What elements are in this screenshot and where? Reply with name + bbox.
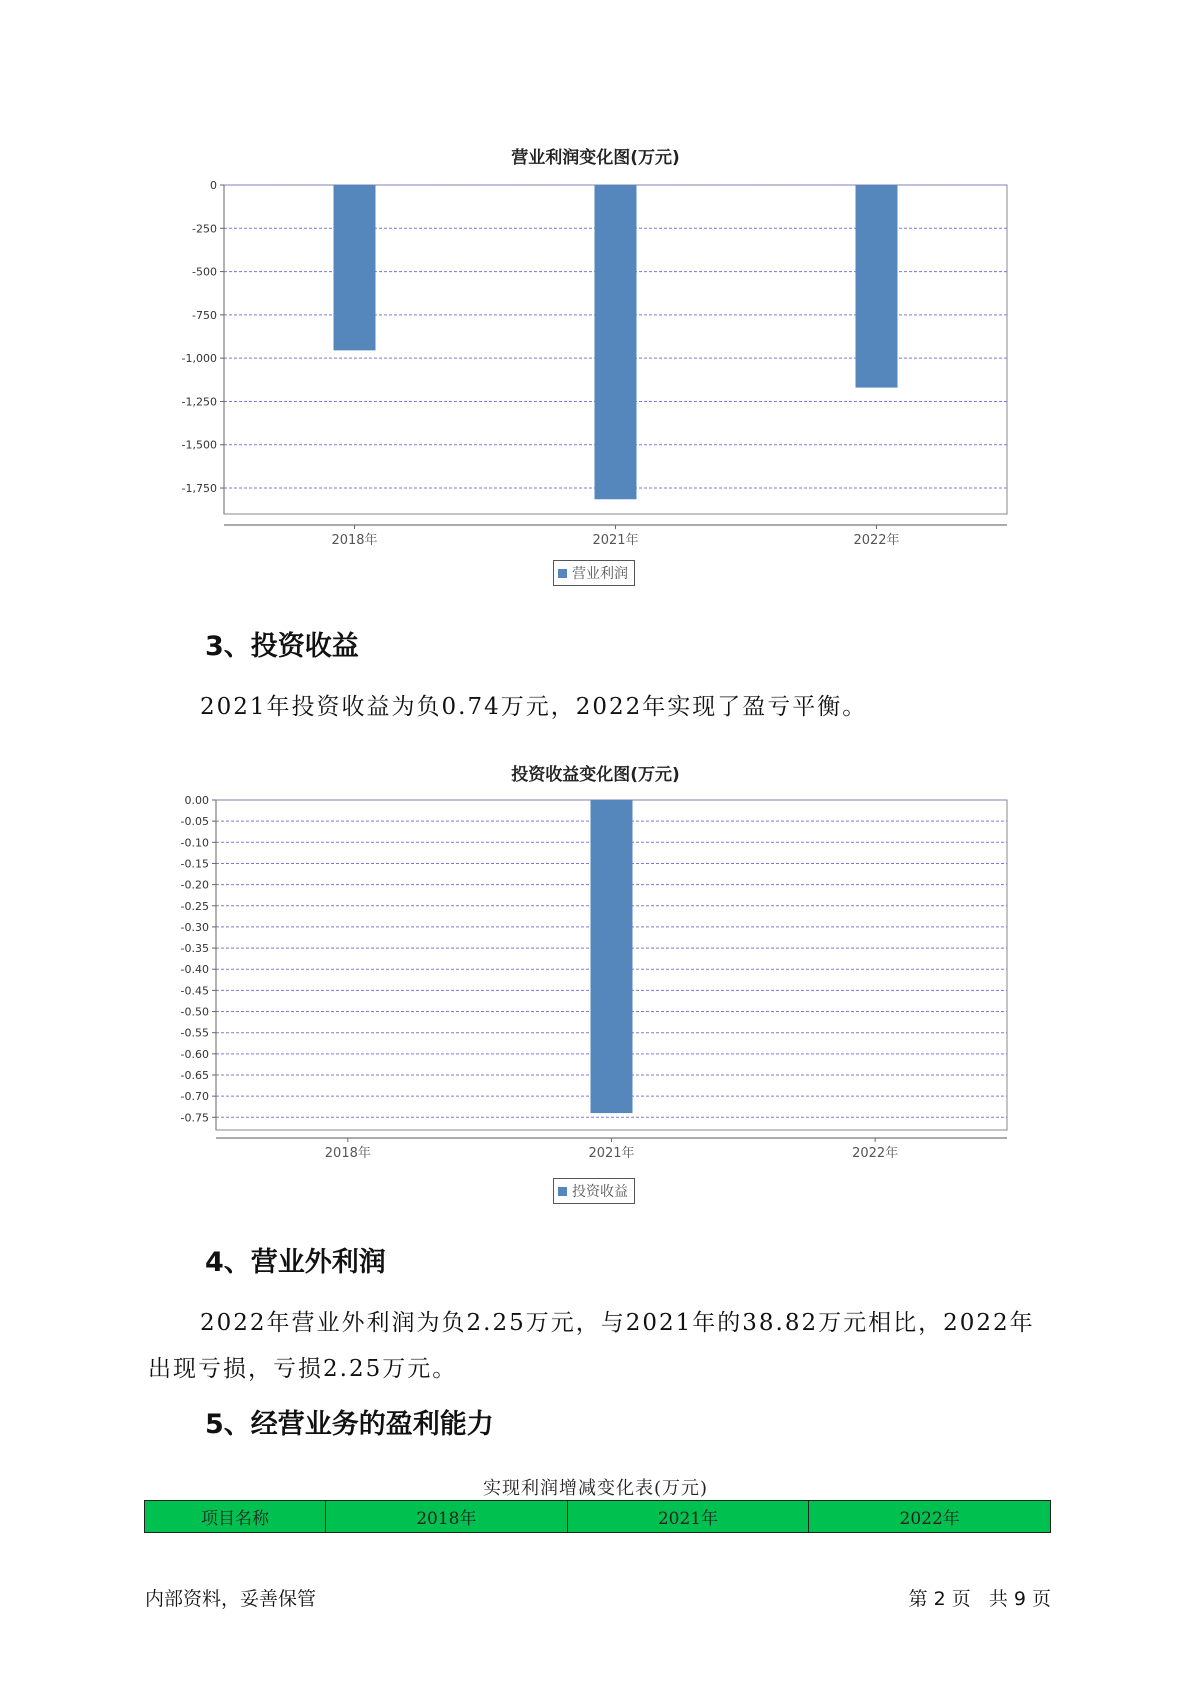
chart2-ytick-label: -0.25 [180,899,209,913]
chart2-ytick-label: -0.05 [180,815,209,829]
chart2-ytick-label: -0.10 [180,836,209,850]
section5-heading: 5、经营业务的盈利能力 [205,1409,494,1440]
chart1-ytick-label: -500 [192,265,217,279]
chart1-xtick-label: 2021年 [592,533,639,548]
chart2-ytick-label: -0.45 [180,984,209,998]
table-header-item-name: 项目名称 [145,1501,326,1533]
chart2-title: 投资收益变化图(万元) [511,765,680,785]
chart2-xtick-label: 2021年 [588,1146,635,1161]
footer-confidential-note: 内部资料，妥善保管 [145,1588,317,1610]
footer-page-number: 第 2 页 共 9 页 [908,1588,1051,1610]
chart2-ytick-label: -0.40 [180,963,209,977]
chart1-xtick-label: 2022年 [853,533,900,548]
chart2-ytick-label: -0.50 [180,1005,209,1019]
chart2-bar [591,800,633,1113]
section4-paragraph-line2: 出现亏损，亏损2.25万元。 [148,1356,458,1382]
table-caption: 实现利润增减变化表(万元) [482,1478,709,1499]
chart1-ytick-label: -250 [192,222,217,236]
chart2-xtick-label: 2018年 [324,1146,371,1161]
legend-swatch-icon [558,1187,567,1196]
section3-paragraph: 2021年投资收益为负0.74万元，2022年实现了盈亏平衡。 [200,694,868,720]
section4-paragraph-line1: 2022年营业外利润为负2.25万元，与2021年的38.82万元相比，2022年 [200,1310,1035,1336]
chart1-ytick-label: -1,000 [181,352,217,366]
chart1-ytick-label: 0 [210,179,217,192]
chart2-xtick-label: 2022年 [852,1146,899,1161]
table-header-2018: 2018年 [326,1501,568,1533]
chart2-ytick-label: -0.75 [180,1111,209,1125]
profit-change-table [144,1500,1051,1533]
chart2-ytick-label: -0.20 [180,878,209,892]
chart2-ytick-label: 0.00 [184,794,209,807]
table-header-2021: 2021年 [567,1501,809,1533]
chart2-ytick-label: -0.60 [180,1047,209,1061]
chart1-ytick-label: -750 [192,308,217,322]
chart2-ytick-label: -0.55 [180,1026,209,1040]
section3-heading: 3、投资收益 [205,631,359,662]
chart2-ytick-label: -0.70 [180,1090,209,1104]
chart2-ytick-label: -0.65 [180,1069,209,1082]
chart1-ytick-label: -1,250 [181,395,217,409]
chart2-legend-label: 投资收益 [572,1184,628,1200]
chart2-legend [553,1178,635,1204]
chart1-legend-label: 营业利润 [572,566,628,582]
chart1-xtick-label: 2018年 [331,533,378,548]
section4-heading: 4、营业外利润 [205,1247,386,1278]
chart1-ytick-label: -1,500 [181,438,217,452]
chart2-ytick-label: -0.15 [180,857,209,871]
table-header-2022: 2022年 [809,1501,1051,1533]
chart1-title: 营业利润变化图(万元) [511,148,680,168]
chart1-ytick-label: -1,750 [181,482,217,496]
chart2-ytick-label: -0.30 [180,920,209,934]
chart2-ytick-label: -0.35 [180,942,209,956]
table-header-row [145,1501,1051,1533]
